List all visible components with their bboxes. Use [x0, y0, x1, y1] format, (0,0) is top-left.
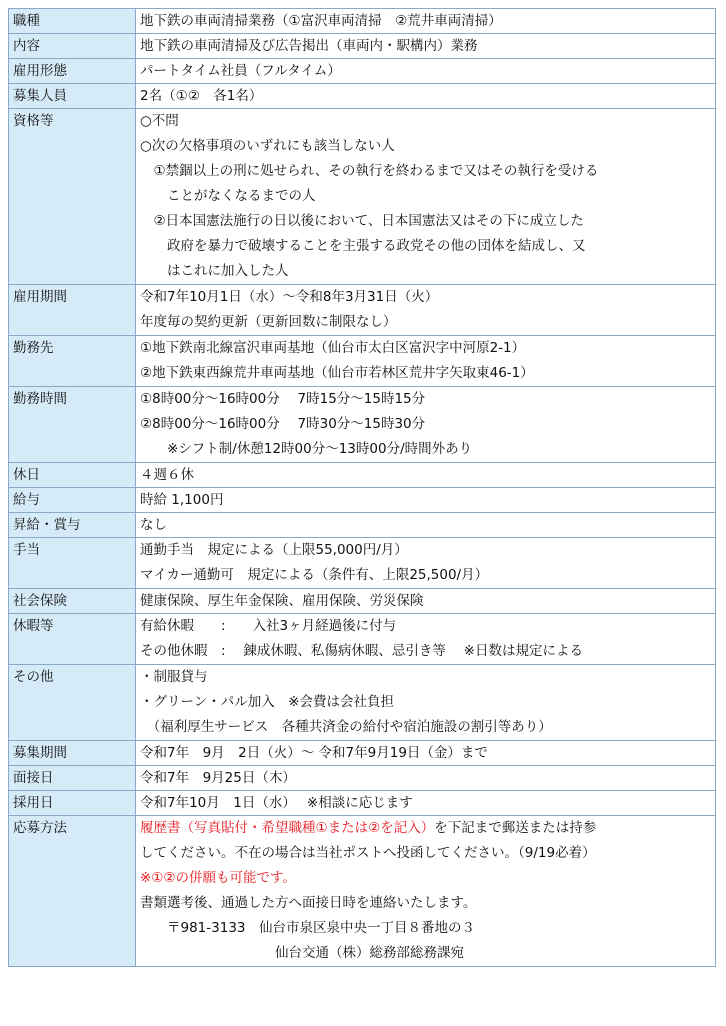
row-value-line: はこれに加入した人: [140, 263, 289, 279]
row-label-cell: [9, 488, 136, 513]
row-value-line: ・制服貸与: [140, 669, 208, 685]
row-label-cell: [9, 513, 136, 538]
table-row: [9, 59, 716, 84]
row-value-cell: [136, 741, 716, 766]
row-value-line: ②8時00分～16時00分 7時30分～15時30分: [140, 416, 426, 432]
row-value-line: パートタイム社員（フルタイム）: [140, 63, 341, 79]
row-value-line: 有給休暇 : 入社3ヶ月経過後に付与: [140, 618, 397, 634]
row-label-cell: [9, 741, 136, 766]
row-value-line: 健康保険、厚生年金保険、雇用保険、労災保険: [140, 593, 424, 609]
row-value-cell: [136, 84, 716, 109]
row-value-line: 年度毎の契約更新（更新回数に制限なし）: [140, 314, 397, 330]
row-value-line: ②日本国憲法施行の日以後において、日本国憲法又はその下に成立した: [140, 213, 584, 229]
line-text: を下記まで郵送または持参: [434, 820, 597, 836]
row-label: 採用日: [13, 795, 54, 811]
row-value-line: ①8時00分～16時00分 7時15分～15時15分: [140, 391, 426, 407]
row-value-cell: [136, 614, 716, 665]
table-row: [9, 109, 716, 285]
row-value-cell: [136, 589, 716, 614]
row-value-cell: [136, 488, 716, 513]
row-label-cell: [9, 285, 136, 336]
row-label: 勤務先: [13, 340, 54, 356]
row-value-cell: [136, 9, 716, 34]
row-value-cell: [136, 463, 716, 488]
row-label: 資格等: [13, 113, 54, 129]
row-value-line: （福利厚生サービス 各種共済金の給付や宿泊施設の割引等あり）: [140, 719, 552, 735]
table-row: [9, 84, 716, 109]
row-value-line: 時給 1,100円: [140, 492, 224, 508]
row-value-line: ①地下鉄南北線富沢車両基地（仙台市太白区富沢字中河原2-1）: [140, 340, 526, 356]
table-row: [9, 766, 716, 791]
row-value-line: 〒981-3133 仙台市泉区泉中央一丁目８番地の３: [140, 920, 475, 936]
row-label-cell: [9, 816, 136, 967]
row-label-cell: [9, 463, 136, 488]
table-row: [9, 741, 716, 766]
highlighted-text: 履歴書（写真貼付・希望職種①または②を記入）: [140, 820, 435, 836]
row-label: その他: [13, 669, 54, 685]
row-value-line: 令和7年10月1日（水）～令和8年3月31日（火）: [140, 289, 439, 305]
row-value-line: なし: [140, 517, 167, 533]
row-value-cell: [136, 513, 716, 538]
table-row: [9, 488, 716, 513]
row-label-cell: [9, 109, 136, 285]
row-value-line: 地下鉄の車両清掃及び広告掲出（車両内・駅構内）業務: [140, 38, 478, 54]
table-row: [9, 614, 716, 665]
row-label: 昇給・賞与: [13, 517, 81, 533]
row-label-cell: [9, 9, 136, 34]
row-value-line: 令和7年 9月25日（木）: [140, 770, 296, 786]
row-label-cell: [9, 34, 136, 59]
row-label: 面接日: [13, 770, 54, 786]
row-value-line: [136, 816, 715, 841]
row-label: 募集期間: [13, 745, 67, 761]
table-row: [9, 513, 716, 538]
row-value-line: ○不問: [140, 113, 179, 129]
row-value-line: ①禁錮以上の刑に処せられ、その執行を終わるまで又はその執行を受ける: [140, 163, 599, 179]
row-label-cell: [9, 766, 136, 791]
row-value-cell: [136, 59, 716, 84]
row-value-cell: [136, 766, 716, 791]
row-label-cell: [9, 665, 136, 741]
row-label: 募集人員: [13, 88, 67, 104]
row-label-cell: [9, 538, 136, 589]
row-value-line: 書類選考後、通過した方へ面接日時を連絡いたします。: [140, 895, 477, 911]
row-label: 勤務時間: [13, 391, 67, 407]
row-value-line: ・グリーン・パル加入 ※会費は会社負担: [140, 694, 395, 710]
job-listing-table: [8, 8, 716, 967]
row-label-cell: [9, 336, 136, 387]
row-value-line: 通勤手当 規定による（上限55,000円/月）: [140, 542, 408, 558]
row-value-cell: [136, 816, 716, 967]
row-value-line: 仙台交通（株）総務部総務課宛: [140, 945, 464, 961]
row-label: 内容: [13, 38, 40, 54]
row-label-cell: [9, 84, 136, 109]
table-row: [9, 9, 716, 34]
row-label: 給与: [13, 492, 40, 508]
row-value-line: 地下鉄の車両清掃業務（①富沢車両清掃 ②荒井車両清掃）: [140, 13, 502, 29]
row-value-cell: [136, 538, 716, 589]
table-row: [9, 285, 716, 336]
row-label-cell: [9, 791, 136, 816]
row-value-line: ○次の欠格事項のいずれにも該当しない人: [140, 138, 395, 154]
table-row: [9, 791, 716, 816]
row-value-line: してください。不在の場合は当社ポストへ投函してください。（9/19必着）: [140, 845, 596, 861]
row-label: 雇用形態: [13, 63, 67, 79]
table-row: [9, 816, 716, 967]
row-value-cell: [136, 109, 716, 285]
row-label-cell: [9, 387, 136, 463]
row-value-line: 令和7年 9月 2日（火）～ 令和7年9月19日（金）まで: [140, 745, 488, 761]
highlighted-text: ※①②の併願も可能です。: [140, 870, 296, 886]
row-value-line: ことがなくなるまでの人: [140, 188, 316, 204]
row-value-line: マイカー通勤可 規定による（条件有、上限25,500/月）: [140, 567, 489, 583]
row-label: 社会保険: [13, 593, 67, 609]
row-value-cell: [136, 791, 716, 816]
table-body: [9, 9, 716, 967]
row-value-line: ４週６休: [140, 467, 194, 483]
row-value-cell: [136, 34, 716, 59]
row-value-line: ※シフト制/休憩12時00分～13時00分/時間外あり: [140, 441, 473, 457]
row-value-line: 2名（①② 各1名）: [140, 88, 263, 104]
row-label-cell: [9, 59, 136, 84]
row-label: 休日: [13, 467, 40, 483]
row-value-line: ②地下鉄東西線荒井車両基地（仙台市若林区荒井字矢取東46-1）: [140, 365, 534, 381]
row-label-cell: [9, 589, 136, 614]
table-row: [9, 387, 716, 463]
row-label: 手当: [13, 542, 40, 558]
row-label: 職種: [13, 13, 40, 29]
row-label: 雇用期間: [13, 289, 67, 305]
table-row: [9, 336, 716, 387]
row-value-cell: [136, 336, 716, 387]
row-value-line: 政府を暴力で破壊することを主張する政党その他の団体を結成し、又: [140, 238, 586, 254]
row-value-cell: [136, 387, 716, 463]
row-value-cell: [136, 665, 716, 741]
table-row: [9, 538, 716, 589]
table-row: [9, 34, 716, 59]
row-label: 休暇等: [13, 618, 54, 634]
table-row: [9, 665, 716, 741]
row-label: 応募方法: [13, 820, 67, 836]
row-label-cell: [9, 614, 136, 665]
table-row: [9, 589, 716, 614]
row-value-line: [136, 866, 715, 891]
row-value-cell: [136, 285, 716, 336]
row-value-line: 令和7年10月 1日（水） ※相談に応じます: [140, 795, 413, 811]
table-row: [9, 463, 716, 488]
row-value-line: その他休暇 : 錬成休暇、私傷病休暇、忌引き等 ※日数は規定による: [140, 643, 583, 659]
